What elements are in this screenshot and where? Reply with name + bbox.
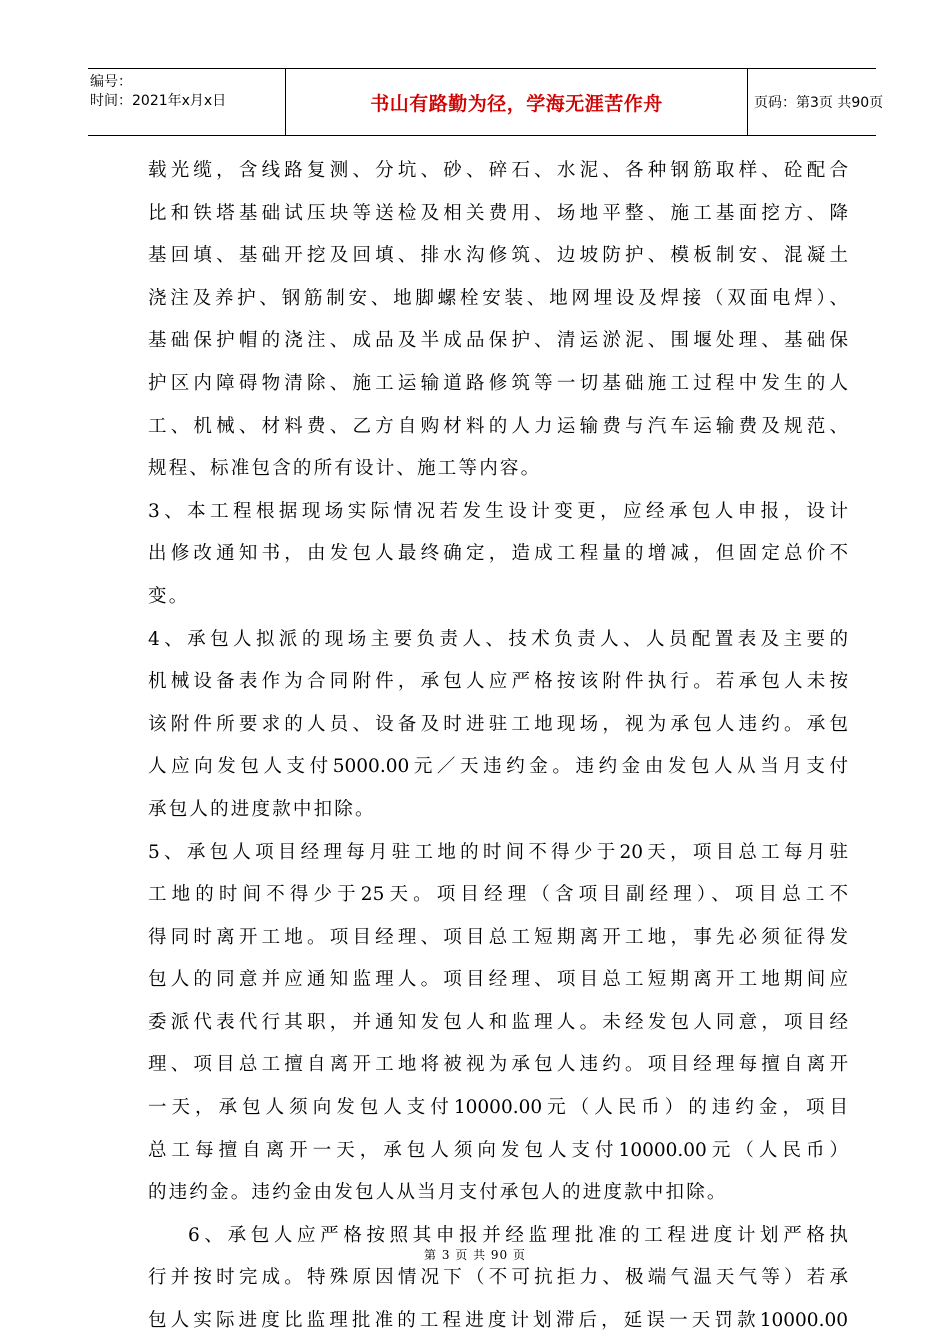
body-line: 的违约金。违约金由发包人从当月支付承包人的进度款中扣除。 [148, 1182, 728, 1204]
document-time-label: 时间：2021年x月x日 [90, 93, 227, 109]
body-line: 行并按时完成。特殊原因情况下（不可抗拒力、极端气温天气等）若承 [148, 1267, 848, 1289]
body-line: 规程、标准包含的所有设计、施工等内容。 [148, 458, 542, 480]
page-footer [0, 1246, 950, 1263]
body-line: 得同时离开工地。项目经理、项目总工短期离开工地，事先必须征得发 [148, 926, 848, 948]
body-line: 3、本工程根据现场实际情况若发生设计变更，应经承包人申报，设计 [148, 500, 848, 522]
body-line: 人应向发包人支付5000.00元／天违约金。违约金由发包人从当月支付 [148, 756, 848, 778]
header-page-info: 页码：第3页 共90页 [754, 95, 884, 111]
body-line: 工、机械、材料费、乙方自购材料的人力运输费与汽车运输费及规范、 [148, 415, 848, 437]
body-line: 6、承包人应严格按照其申报并经监理批准的工程进度计划严格执 [188, 1224, 848, 1246]
body-line: 5、承包人项目经理每月驻工地的时间不得少于20天，项目总工每月驻 [148, 841, 848, 863]
body-line: 机械设备表作为合同附件，承包人应严格按该附件执行。若承包人未按 [148, 671, 848, 693]
header-slogan-cell [286, 69, 748, 135]
document-body [148, 150, 848, 1343]
body-line: 浇注及养护、钢筋制安、地脚螺栓安装、地网埋设及焊接（双面电焊）、 [148, 287, 848, 309]
body-line: 承包人的进度款中扣除。 [148, 798, 376, 820]
body-line: 总工每擅自离开一天，承包人须向发包人支付10000.00元（人民币） [148, 1139, 848, 1161]
header-page-cell [748, 69, 884, 135]
footer-page-number: 第 3 页 共 90 页 [424, 1248, 526, 1262]
body-line: 包人实际进度比监理批准的工程进度计划滞后，延误一天罚款10000.00 [148, 1310, 848, 1332]
header-slogan: 书山有路勤为径，学海无涯苦作舟 [370, 92, 663, 115]
page-header [88, 68, 884, 136]
body-line: 4、承包人拟派的现场主要负责人、技术负责人、人员配置表及主要的 [148, 628, 848, 650]
document-number-label: 编号： [90, 74, 132, 90]
body-line: 出修改通知书，由发包人最终确定，造成工程量的增减，但固定总价不 [148, 543, 848, 565]
body-line: 包人的同意并应通知监理人。项目经理、项目总工短期离开工地期间应 [148, 969, 848, 991]
body-line: 基础保护帽的浇注、成品及半成品保护、清运淤泥、围堰处理、基础保 [148, 330, 848, 352]
body-line: 基回填、基础开挖及回填、排水沟修筑、边坡防护、模板制安、混凝土 [148, 245, 848, 267]
body-line: 护区内障碍物清除、施工运输道路修筑等一切基础施工过程中发生的人 [148, 372, 848, 394]
body-line: 该附件所要求的人员、设备及时进驻工地现场，视为承包人违约。承包 [148, 713, 848, 735]
body-line: 工地的时间不得少于25天。项目经理（含项目副经理）、项目总工不 [148, 884, 848, 906]
body-line: 一天，承包人须向发包人支付10000.00元（人民币）的违约金，项目 [148, 1097, 848, 1119]
body-line: 委派代表代行其职，并通知发包人和监理人。未经发包人同意，项目经 [148, 1011, 848, 1033]
body-line: 载光缆，含线路复测、分坑、砂、碎石、水泥、各种钢筋取样、砼配合 [148, 160, 848, 181]
body-line: 理、项目总工擅自离开工地将被视为承包人违约。项目经理每擅自离开 [148, 1054, 848, 1076]
body-line: 比和铁塔基础试压块等送检及相关费用、场地平整、施工基面挖方、降 [148, 202, 848, 224]
header-meta [88, 69, 286, 135]
body-line: 变。 [148, 585, 190, 607]
